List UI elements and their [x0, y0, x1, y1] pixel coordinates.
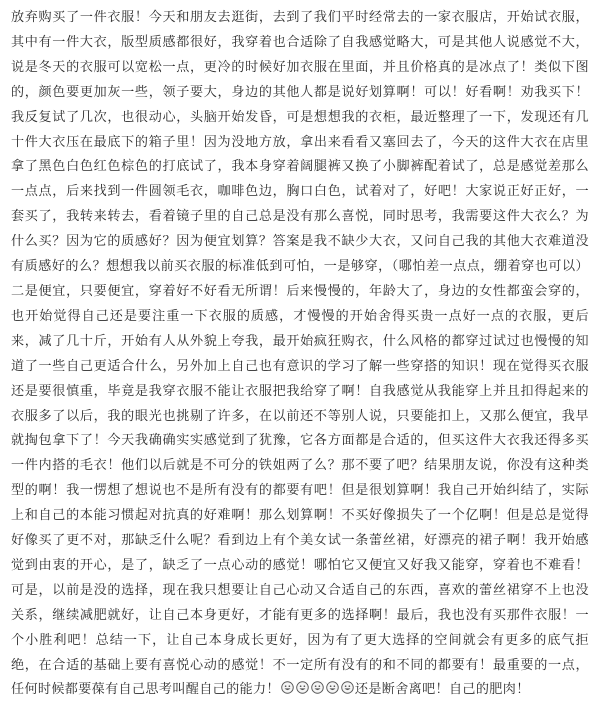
- article-text: 放弃购买了一件衣服！今天和朋友去逛街，去到了我们平时经常去的一家衣服店，开始试衣服，其中有一件大衣，版型质感都很好，我穿着也合适除了自我感觉略大，可是其他人说感觉不大，说是冬天的衣服可以宽松一点，更冷的时候好加衣服在里面，并且价格真的是冰点了！类似下图的，颜色要更加灰一些，领子要大，身边的其他人都是说好划算啊！可以！好看啊！劝我买下！我反复试了几次，也很动心，头脑开始发昏，可是想想我的衣柜，最近整理了一下，发现还有几十件大衣压在最底下的箱子里！因为没地方放，拿出来看看又塞回去了，今天的这件大衣在店里拿了黑色白色红色棕色的打底试了，我本身穿着阔腿裤又换了小脚裤配着试了，总是感觉差那么一点点，后来找到一件圆领毛衣，咖啡色边，胸口白色，试着对了，好吧！大家说正好正好，一套买了，我转来转去，看着镜子里的自己总是没有那么喜悦，同时思考，我需要这件大衣么？为什么买？因为它的质感好？因为便宜划算？答案是我不缺少大衣，又问自己我的其他大衣难道没有质感好的么？想想我以前买衣服的标准低到可怕，一是够穿，（哪怕差一点点，绷着穿也可以）二是便宜，只要便宜，穿着好不好看无所谓！后来慢慢的，年龄大了，身边的女性都蛮会穿的，也开始觉得自己还是要注重一下衣服的质感，才慢慢的开始舍得买贵一点好一点的衣服，更后来，减了几十斤，开始有人从外貌上夸我，最开始疯狂购衣，什么风格的都穿过试过也慢慢的知道了一些自己更适合什么，另外加上自己也有意识的学习了解一些穿搭的知识！现在觉得买衣服还是要很慎重，毕竟是我穿衣服不能让衣服把我给穿了啊！自我感觉从我能穿上并且扣得起来的衣服多了以后，我的眼光也挑剔了许多，在以前还不等别人说，只要能扣上，又那么便宜，我早就掏包拿下了！今天我确确实实感觉到了犹豫，它各方面都是合适的，但买这件大衣我还得多买一件内搭的毛衣！他们以后就是不可分的铁姐两了么？那不要了吧？结果朋友说，你没有这种类型的啊！我一愣想了想说也不是所有没有的都要有吧！但是很划算啊！我自己开始纠结了，实际上和自己的本能习惯起对抗真的好难啊！那么划算啊！不买好像损失了一个亿啊！但是总是觉得好像买了更不对，那缺乏什么呢？看到边上有个美女试一条蕾丝裙，好漂亮的裙子啊！我开始感觉到由衷的开心，是了，缺乏了一点心动的感觉！哪怕它又便宜又好我又能穿，穿着也不难看！可是，以前是没的选择，现在我只想要让自己心动又合适自己的东西，喜欢的蕾丝裙穿不上也没关系，继续减肥就好，让自己本身更好，才能有更多的选择啊！最后，我也没有买那件衣服！一个小胜利吧！总结一下，让自己本身成长更好，因为有了更大选择的空间就会有更多的底气拒绝，在合适的基础上要有喜悦心动的感觉！不一定所有没有的和不同的都要有！最重要的一点，任何时候都要葆有自己思考叫醒自己的能力！: [11, 10, 589, 698]
- grinning-face-emoji-icon: [296, 681, 309, 694]
- article-body: [11, 6, 589, 703]
- grinning-face-emoji-icon: [341, 681, 354, 694]
- grinning-face-emoji-icon: [311, 681, 324, 694]
- grinning-face-emoji-icon: [281, 681, 294, 694]
- emoji-group: [280, 682, 355, 697]
- grinning-face-emoji-icon: [326, 681, 339, 694]
- article-closing-text: 还是断舍离吧！自己的肥肉！: [354, 682, 530, 698]
